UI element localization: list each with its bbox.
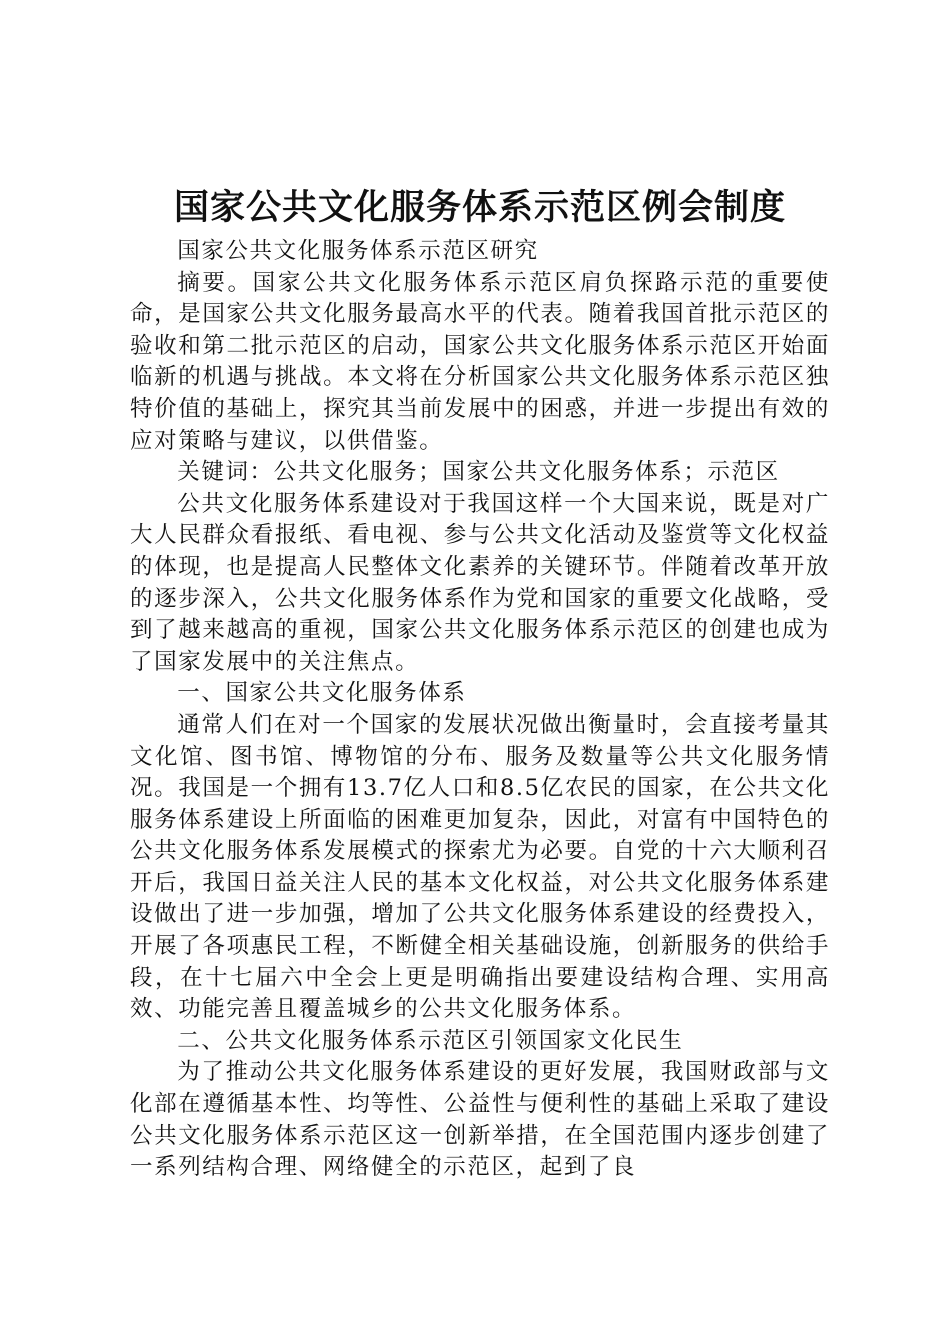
section-2-heading: 二、公共文化服务体系示范区引领国家文化民生 xyxy=(177,1027,684,1054)
document-subtitle: 国家公共文化服务体系示范区研究 xyxy=(177,238,539,264)
section-2-paragraph: 为了推动公共文化服务体系建设的更好发展，我国财政部与文化部在遵循基本性、均等性、公益性与便利性的基础上采取了建设公共文化服务体系示范区这一创新举措，在全国范围内逐步创建了一系列结构合理、网络健全的示范区，起到了良 xyxy=(130,1059,830,1181)
keywords-line: 关键词：公共文化服务；国家公共文化服务体系；示范区 xyxy=(177,459,780,486)
section-1-heading: 一、国家公共文化服务体系 xyxy=(177,680,467,707)
abstract-paragraph: 摘要。国家公共文化服务体系示范区肩负探路示范的重要使命，是国家公共文化服务最高水平的代表。随着我国首批示范区的验收和第二批示范区的启动，国家公共文化服务体系示范区开始面临新的机遇与挑战。本文将在分析国家公共文化服务体系示范区独特价值的基础上，探究其当前发展中的困惑，并进一步提出有效的应对策略与建议，以供借鉴。 xyxy=(130,269,830,454)
document-body xyxy=(130,236,830,1184)
intro-paragraph: 公共文化服务体系建设对于我国这样一个大国来说，既是对广大人民群众看报纸、看电视、参与公共文化活动及鉴赏等文化权益的体现，也是提高人民整体文化素养的关键环节。伴随着改革开放的逐步深入，公共文化服务体系作为党和国家的重要文化战略，受到了越来越高的重视，国家公共文化服务体系示范区的创建也成为了国家发展中的关注焦点。 xyxy=(130,490,830,675)
section-1-paragraph: 通常人们在对一个国家的发展状况做出衡量时，会直接考量其文化馆、图书馆、博物馆的分布、服务及数量等公共文化服务情况。我国是一个拥有13.7亿人口和8.5亿农民的国家，在公共文化服务体系建设上所面临的困难更加复杂，因此，对富有中国特色的公共文化服务体系发展模式的探索尤为必要。自党的十六大顺利召开后，我国日益关注人民的基本文化权益，对公共文化服务体系建设做出了进一步加强，增加了公共文化服务体系建设的经费投入，开展了各项惠民工程，不断健全相关基础设施，创新服务的供给手段，在十七届六中全会上更是明确指出要建设结构合理、实用高效、功能完善且覆盖城乡的公共文化服务体系。 xyxy=(130,711,830,1023)
document-title: 国家公共文化服务体系示范区例会制度 xyxy=(173,188,786,228)
